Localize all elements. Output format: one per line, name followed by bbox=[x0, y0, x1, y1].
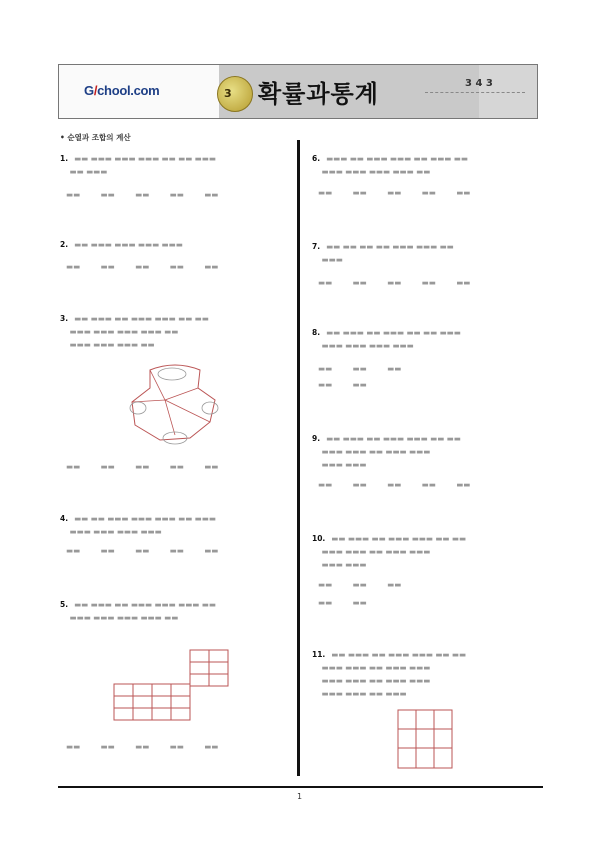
question-text: ▬▬ ▬▬▬ ▬▬ ▬▬▬ ▬▬▬ ▬▬ ▬▬ ▬▬▬ ▬▬▬ ▬▬ ▬▬▬ ▬▬▬ ▬▬▬ ▬▬▬ ▬▬ ▬▬▬ ▬▬▬ ▬▬▬ ▬▬▬ ▬▬ ▬▬▬ bbox=[312, 650, 467, 698]
header-dashes bbox=[425, 92, 525, 93]
question-text: ▬▬ ▬▬▬ ▬▬ ▬▬▬ ▬▬▬ ▬▬ ▬▬ ▬▬▬ ▬▬▬ ▬▬▬ ▬▬▬ ▬▬ ▬▬▬ ▬▬▬ ▬▬▬ ▬▬ bbox=[60, 314, 209, 349]
footer-rule bbox=[58, 786, 543, 788]
question-number: 2. bbox=[60, 240, 69, 249]
site-logo[interactable]: G/chool.com bbox=[84, 83, 160, 98]
question-number: 5. bbox=[60, 600, 69, 609]
grid-path-figure bbox=[112, 648, 237, 723]
choices-10-row2: ▬▬ ▬▬ bbox=[318, 598, 367, 607]
question-11 bbox=[312, 648, 527, 700]
question-text: ▬▬ ▬▬ ▬▬▬ ▬▬▬ ▬▬▬ ▬▬ ▬▬▬ ▬▬▬ ▬▬▬ ▬▬▬ ▬▬▬ bbox=[60, 514, 216, 536]
question-10 bbox=[312, 532, 527, 571]
question-4 bbox=[60, 512, 275, 538]
question-number: 9. bbox=[312, 434, 321, 443]
choices-8-row2: ▬▬ ▬▬ bbox=[318, 380, 367, 389]
question-3 bbox=[60, 312, 275, 351]
question-text: ▬▬ ▬▬▬ ▬▬▬ ▬▬▬ ▬▬▬ bbox=[74, 240, 183, 249]
question-number: 10. bbox=[312, 534, 326, 543]
question-number: 11. bbox=[312, 650, 326, 659]
question-1 bbox=[60, 152, 275, 178]
question-5 bbox=[60, 598, 275, 624]
column-divider bbox=[297, 140, 300, 776]
choices-10-row1: ▬▬ ▬▬ ▬▬ bbox=[318, 580, 402, 589]
question-number: 7. bbox=[312, 242, 321, 251]
question-text: ▬▬ ▬▬▬ ▬▬ ▬▬▬ ▬▬▬ ▬▬ ▬▬ ▬▬▬ ▬▬▬ ▬▬ ▬▬▬ ▬▬▬ ▬▬▬ ▬▬▬ bbox=[312, 534, 467, 569]
grade-label: 3 4 3 bbox=[465, 78, 493, 89]
question-2 bbox=[60, 238, 275, 251]
chapter-badge-icon: 3 bbox=[217, 76, 253, 112]
choices-9: ▬▬ ▬▬ ▬▬ ▬▬ ▬▬ bbox=[318, 480, 471, 489]
question-text: ▬▬ ▬▬▬ ▬▬ ▬▬▬ ▬▬▬ ▬▬ ▬▬ ▬▬▬ ▬▬▬ ▬▬ ▬▬▬ ▬▬▬ ▬▬▬ ▬▬▬ bbox=[312, 434, 461, 469]
section-title: • 순열과 조합의 계산 bbox=[60, 133, 131, 142]
page-number: 1 bbox=[297, 792, 303, 801]
choices-8-row1: ▬▬ ▬▬ ▬▬ bbox=[318, 364, 402, 373]
question-text: ▬▬ ▬▬▬ ▬▬ ▬▬▬ ▬▬ ▬▬ ▬▬▬ ▬▬▬ ▬▬▬ ▬▬▬ ▬▬▬ bbox=[312, 328, 461, 350]
choices-1: ▬▬ ▬▬ ▬▬ ▬▬ ▬▬ bbox=[66, 190, 219, 199]
question-number: 4. bbox=[60, 514, 69, 523]
question-8 bbox=[312, 326, 527, 352]
question-text: ▬▬ ▬▬▬ ▬▬ ▬▬▬ ▬▬▬ ▬▬▬ ▬▬ ▬▬▬ ▬▬▬ ▬▬▬ ▬▬▬ ▬▬ bbox=[60, 600, 216, 622]
question-number: 3. bbox=[60, 314, 69, 323]
page-title: 확률과통계 bbox=[258, 79, 379, 108]
choices-7: ▬▬ ▬▬ ▬▬ ▬▬ ▬▬ bbox=[318, 278, 471, 287]
map-figure bbox=[120, 360, 230, 452]
choices-4: ▬▬ ▬▬ ▬▬ ▬▬ ▬▬ bbox=[66, 546, 219, 555]
question-number: 6. bbox=[312, 154, 321, 163]
choices-3: ▬▬ ▬▬ ▬▬ ▬▬ ▬▬ bbox=[66, 462, 219, 471]
region-a bbox=[158, 368, 186, 380]
choices-5: ▬▬ ▬▬ ▬▬ ▬▬ ▬▬ bbox=[66, 742, 219, 751]
question-text: ▬▬ ▬▬▬ ▬▬▬ ▬▬▬ ▬▬ ▬▬ ▬▬▬ ▬▬ ▬▬▬ bbox=[60, 154, 216, 176]
region-c bbox=[202, 402, 218, 414]
choices-6: ▬▬ ▬▬ ▬▬ ▬▬ ▬▬ bbox=[318, 188, 471, 197]
question-7 bbox=[312, 240, 527, 266]
question-text: ▬▬ ▬▬ ▬▬ ▬▬ ▬▬▬ ▬▬▬ ▬▬ ▬▬▬ bbox=[312, 242, 454, 264]
square-grid-figure bbox=[396, 708, 456, 770]
choices-2: ▬▬ ▬▬ ▬▬ ▬▬ ▬▬ bbox=[66, 262, 219, 271]
question-number: 8. bbox=[312, 328, 321, 337]
question-number: 1. bbox=[60, 154, 69, 163]
question-text: ▬▬▬ ▬▬ ▬▬▬ ▬▬▬ ▬▬ ▬▬▬ ▬▬ ▬▬▬ ▬▬▬ ▬▬▬ ▬▬▬ ▬▬ bbox=[312, 154, 468, 176]
question-9 bbox=[312, 432, 527, 471]
question-6 bbox=[312, 152, 527, 178]
